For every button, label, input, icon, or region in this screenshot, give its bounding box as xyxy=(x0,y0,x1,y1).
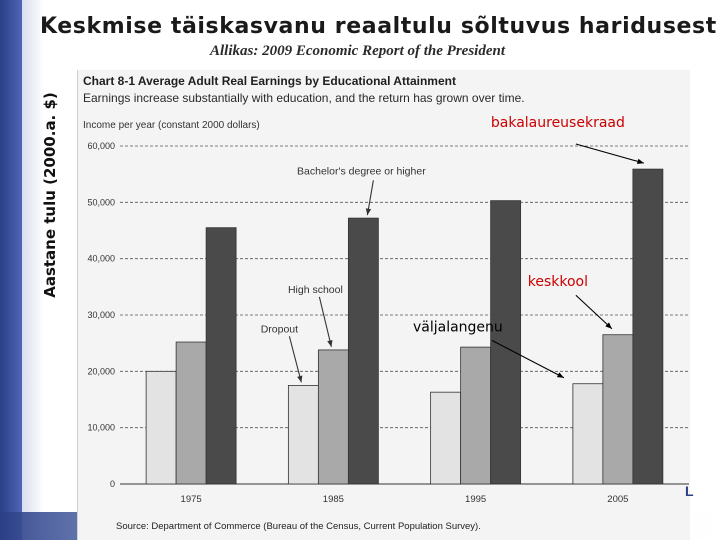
annotation-arrow-bachelor-head xyxy=(366,208,371,215)
x-tick-label: 1975 xyxy=(180,494,202,505)
bar xyxy=(348,218,378,484)
bar xyxy=(573,384,603,484)
corner-mark: L xyxy=(685,483,694,499)
bar xyxy=(146,371,176,484)
y-axis-title: Aastane tulu (2000.a. $) xyxy=(41,92,59,298)
overlay-label-bakalaureusekraad: bakalaureusekraad xyxy=(490,115,625,131)
overlay-label-keskkool: keskkool xyxy=(527,274,589,291)
y-tick-label: 20,000 xyxy=(87,366,115,377)
y-tick-label: 10,000 xyxy=(87,422,115,433)
annotation-arrow-highschool xyxy=(319,297,331,347)
x-tick-label: 2005 xyxy=(607,494,629,505)
y-tick-label: 60,000 xyxy=(87,141,115,151)
bar xyxy=(206,228,236,484)
x-tick-label: 1985 xyxy=(322,494,344,505)
overlay-label-valjalangenu: väljalangenu xyxy=(412,319,503,336)
overlay-arrow-bakalaureusekraad xyxy=(576,144,644,163)
chart-source-note: Source: Department of Commerce (Bureau of the Census, Current Population Survey). xyxy=(116,521,481,532)
overlay-arrow-bakalaureusekraad-head xyxy=(637,159,644,164)
bar xyxy=(431,392,461,484)
y-tick-label: 0 xyxy=(109,479,115,489)
chart-title: Chart 8-1 Average Adult Real Earnings by Educational Attainment xyxy=(83,74,456,88)
y-tick-label: 30,000 xyxy=(87,310,115,320)
bar xyxy=(176,342,206,484)
bar-chart xyxy=(77,70,717,520)
x-tick-label: 1995 xyxy=(465,494,487,505)
annotation-arrow-dropout xyxy=(289,336,301,382)
annotation-arrow-highschool-head xyxy=(327,340,332,347)
bar xyxy=(288,385,318,484)
overlay-arrow-keskkool xyxy=(576,295,612,328)
y-axis-label: Income per year (constant 2000 dollars) xyxy=(83,120,260,131)
bar xyxy=(461,347,491,484)
annotation-bachelor: Bachelor's degree or higher xyxy=(297,165,426,178)
bar xyxy=(633,169,663,484)
annotation-dropout: Dropout xyxy=(260,323,299,336)
left-decor-band xyxy=(0,0,22,540)
bar xyxy=(603,335,633,484)
source-caption: Allikas: 2009 Economic Report of the President xyxy=(210,43,505,59)
slide-title: Keskmise täiskasvanu reaaltulu sõltuvus haridusest xyxy=(40,14,717,39)
chart-subtitle: Earnings increase substantially with education, and the return has grown over time. xyxy=(83,91,525,105)
bar xyxy=(318,350,348,484)
y-tick-label: 40,000 xyxy=(87,253,115,264)
annotation-highschool: High school xyxy=(287,283,343,296)
y-tick-label: 50,000 xyxy=(87,197,115,208)
